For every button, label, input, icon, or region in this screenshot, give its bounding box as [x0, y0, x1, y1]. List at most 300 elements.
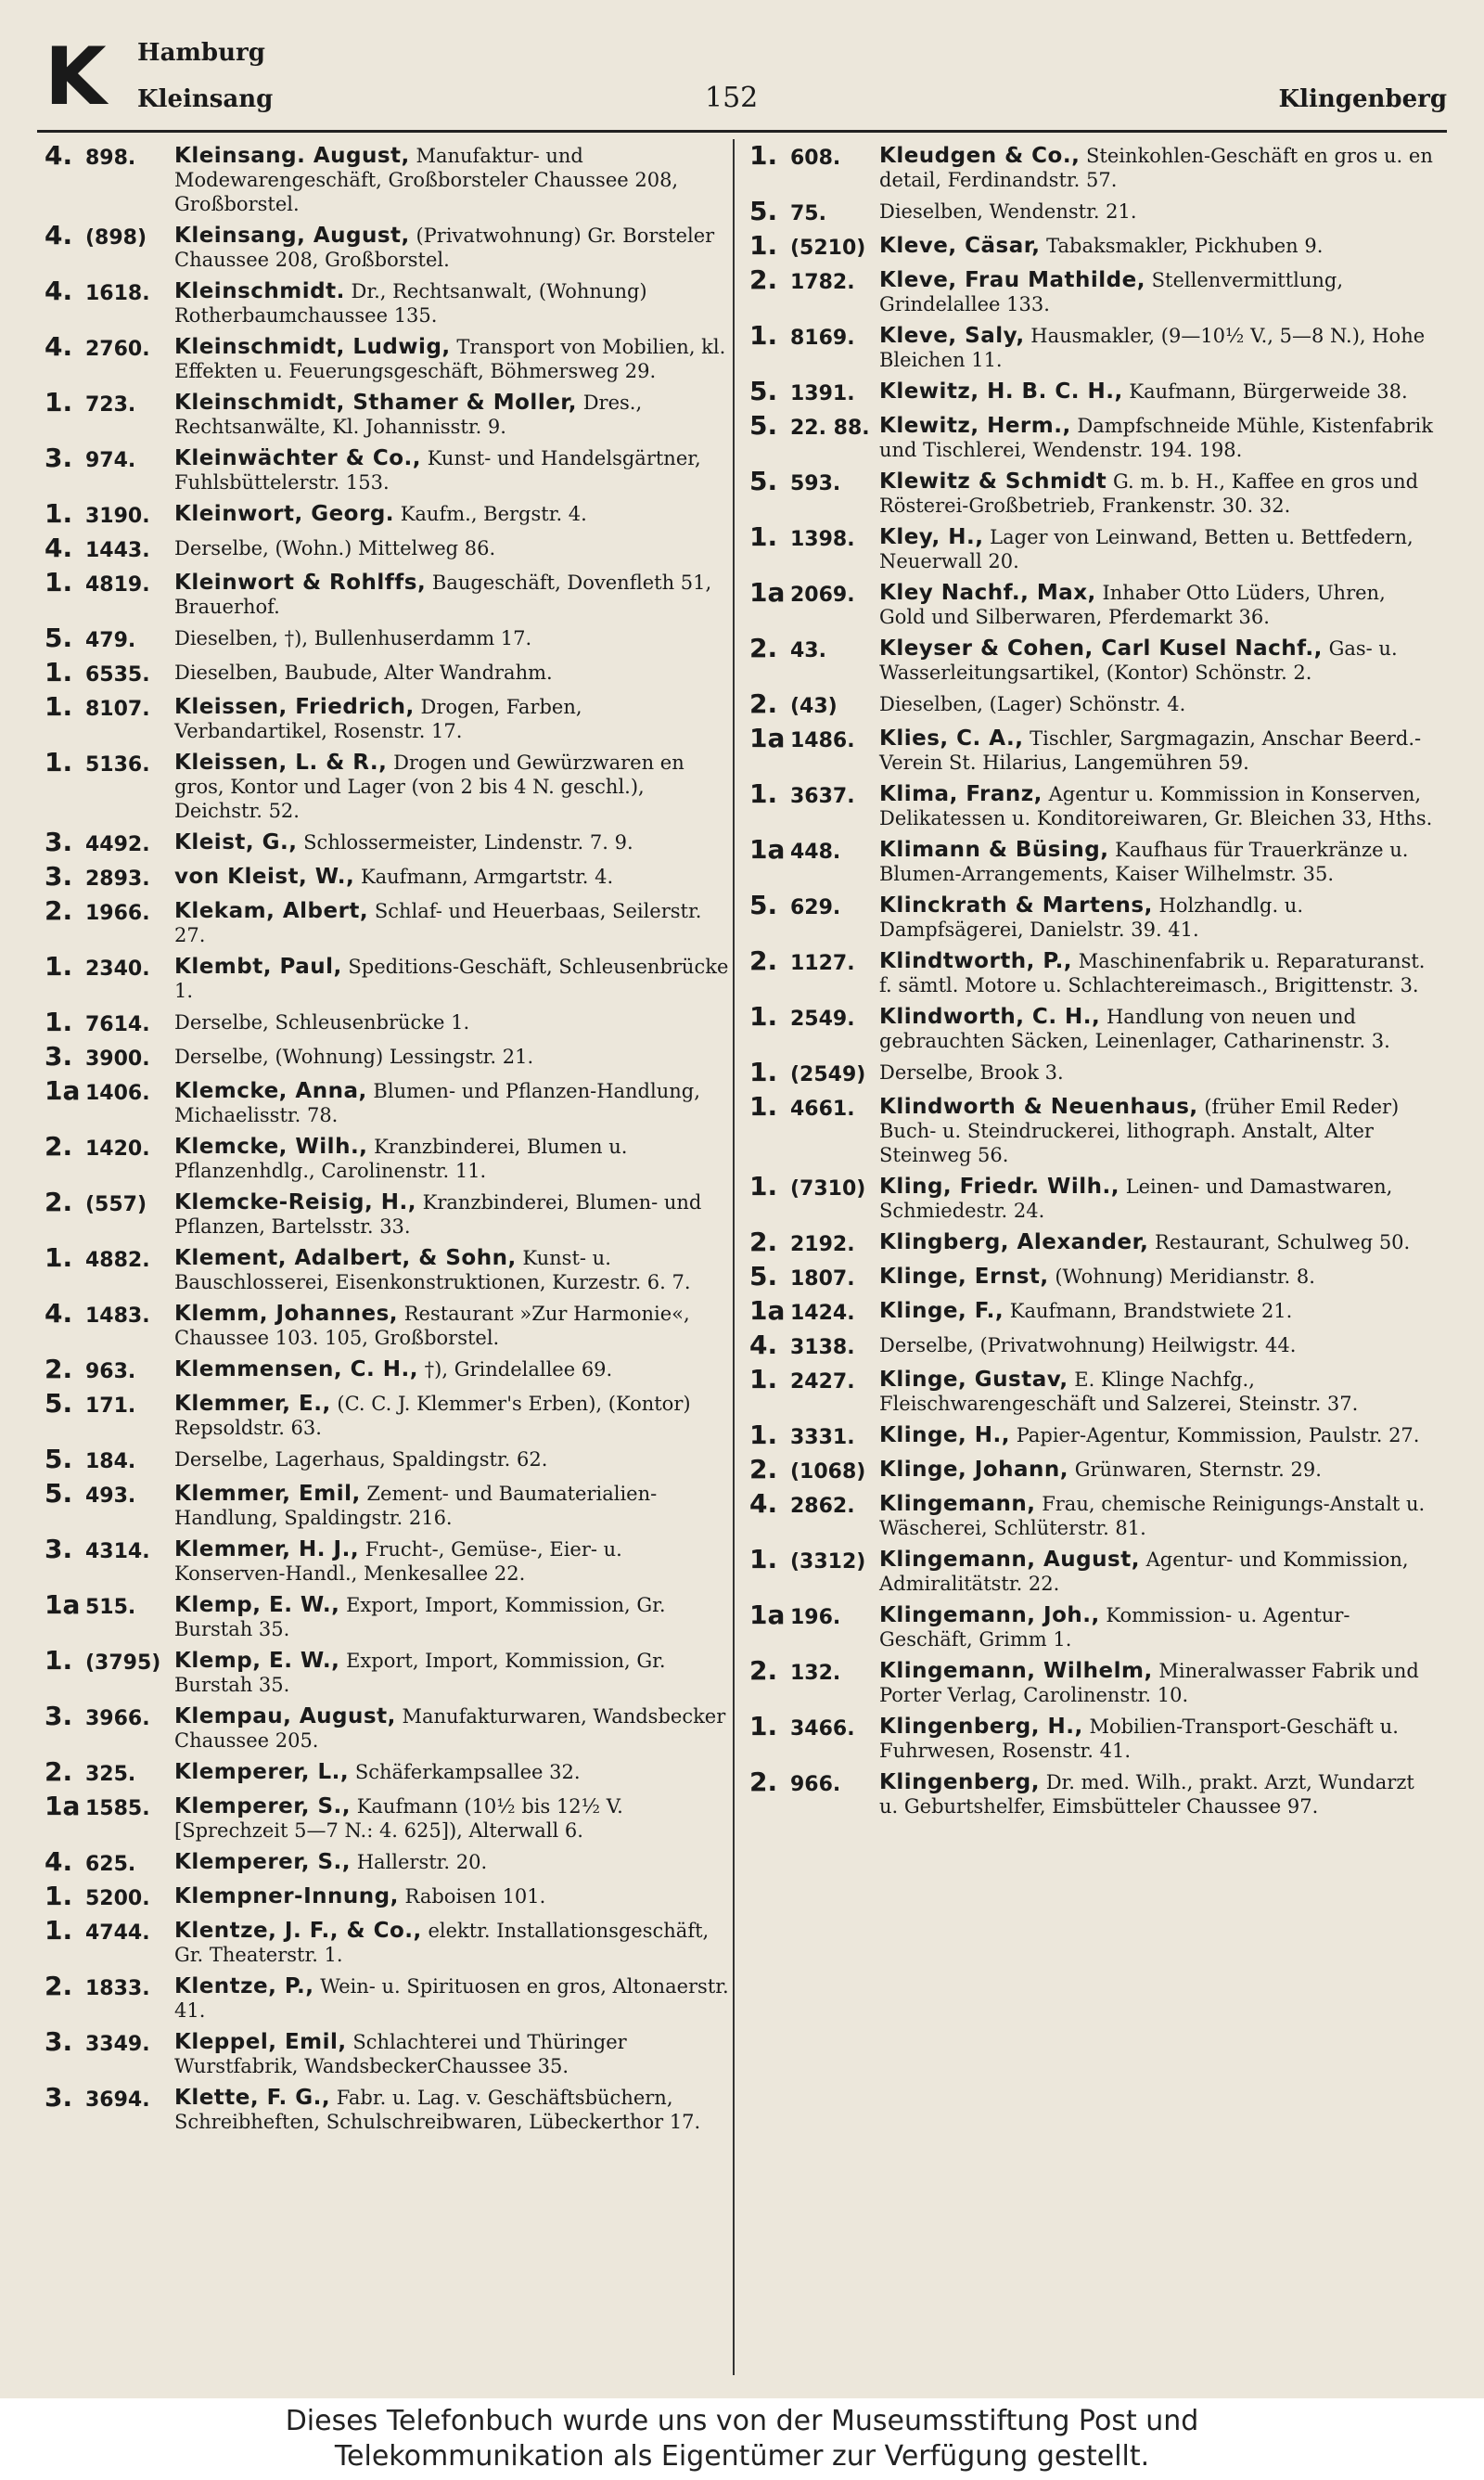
- entry-number: [45, 1388, 174, 1440]
- entry-details: Mineralwasser Fabrik und Porter Verlag, Carolinenstr. 10.: [879, 1660, 1419, 1706]
- entry-details: Schäferkampsallee 32.: [354, 1761, 581, 1783]
- entry-number: [45, 567, 174, 619]
- entry-name: Klingenberg,: [879, 1770, 1041, 1794]
- entry-text: [174, 1302, 731, 1350]
- exchange-code: 1.: [45, 387, 73, 418]
- entry-text: [174, 536, 731, 563]
- entry-text: [879, 144, 1436, 192]
- entry-details: Frau, chemische Reinigungs-Anstalt u. Wäscherei, Schlüterstr. 81.: [879, 1493, 1426, 1539]
- entry-text: [879, 414, 1436, 462]
- entry-details: (Privatwohnung) Gr. Borsteler Chaussee 208, Großborstel.: [174, 225, 715, 271]
- exchange-code: 3.: [45, 1041, 73, 1072]
- entry-number: [749, 410, 879, 462]
- entry-name: Kleve, Saly,: [879, 324, 1025, 348]
- exchange-code: 5.: [45, 623, 73, 653]
- entry-details: Stellenvermittlung, Grindelallee 133.: [879, 269, 1344, 315]
- entry-details: Baugeschäft, Dovenfleth 51, Brauerhof.: [174, 572, 712, 618]
- entry-name: Kling, Friedr. Wilh.,: [879, 1175, 1119, 1199]
- entry-details: Restaurant »Zur Harmonie«, Chaussee 103. 105, Großborstel.: [174, 1303, 690, 1349]
- entry-details: Drogen und Gewürzwaren en gros, Kontor und Lager (von 2 bis 4 N. geschl.), Deichstr. 52.: [174, 752, 684, 822]
- phone-number: 1406.: [85, 1082, 150, 1105]
- phone-number: 1424.: [790, 1302, 855, 1325]
- entry-name: Klinge, Gustav,: [879, 1368, 1068, 1392]
- entry-name: Klemmer, H. J.,: [174, 1537, 360, 1561]
- entry-number: [749, 196, 879, 226]
- directory-entry: [749, 521, 1436, 573]
- phone-number: 2427.: [790, 1370, 855, 1394]
- entry-name: Klingenberg, H.,: [879, 1715, 1083, 1739]
- entry-name: Klemperer, L.,: [174, 1760, 350, 1784]
- first-entry-name: Kleinsang: [137, 85, 274, 113]
- entry-name: Kleinsang. August,: [174, 144, 410, 168]
- directory-entry: [45, 1701, 731, 1753]
- entry-text: [879, 199, 1436, 226]
- phone-number: 723.: [85, 393, 136, 417]
- exchange-code: 1.: [45, 657, 73, 687]
- directory-entry: [749, 196, 1436, 226]
- directory-entry: [749, 1420, 1436, 1450]
- entry-details: Dieselben, Baubude, Alter Wandrahm.: [174, 662, 553, 684]
- phone-number: 3966.: [85, 1707, 150, 1730]
- directory-entry: [749, 1091, 1436, 1167]
- entry-details: Kaufhaus für Trauerkränze u. Blumen-Arrangements, Kaiser Wilhelmstr. 35.: [879, 839, 1409, 885]
- entry-text: [174, 571, 731, 619]
- entry-details: Fabr. u. Lag. v. Geschäftsbüchern, Schreibheften, Schulschreibwaren, Lübeckerthor 17.: [174, 2087, 701, 2133]
- phone-number: 325.: [85, 1763, 136, 1786]
- entry-details: †), Grindelallee 69.: [424, 1358, 613, 1381]
- entry-details: Papier-Agentur, Kommission, Paulstr. 27.: [1016, 1424, 1420, 1446]
- directory-entry: [749, 577, 1436, 629]
- exchange-code: 1a: [749, 1600, 786, 1630]
- directory-entry: [749, 1295, 1436, 1326]
- exchange-code: 2.: [45, 1187, 73, 1217]
- exchange-code: 1a: [749, 1295, 786, 1326]
- directory-entry: [45, 220, 731, 272]
- phone-number: 2340.: [85, 957, 150, 981]
- entry-details: Kunst- und Handelsgärtner, Fuhlsbüttelerstr. 153.: [174, 447, 701, 494]
- entry-details: Transport von Mobilien, kl. Effekten u. Feuerungsgeschäft, Böhmersweg 29.: [174, 336, 726, 382]
- entry-details: Handlung von neuen und gebrauchten Säcken, Leinenlager, Catharinenstr. 3.: [879, 1006, 1390, 1052]
- directory-entry: [45, 533, 731, 563]
- exchange-code: 1.: [749, 778, 778, 809]
- entry-number: [749, 688, 879, 719]
- entry-number: [749, 1364, 879, 1416]
- entry-number: [45, 443, 174, 495]
- entry-number: [45, 1971, 174, 2023]
- phone-number: 1833.: [85, 1977, 150, 2000]
- phone-number: 1618.: [85, 282, 150, 305]
- entry-details: Inhaber Otto Lüders, Uhren, Gold und Silberwaren, Pferdemarkt 36.: [879, 582, 1386, 628]
- phone-number: (557): [85, 1193, 147, 1216]
- entry-text: [174, 955, 731, 1003]
- phone-number: 1398.: [790, 528, 855, 551]
- entry-name: Klinge, H.,: [879, 1423, 1010, 1447]
- entry-details: Manufaktur- und Modewarengeschäft, Großborsteler Chaussee 208, Großborstel.: [174, 145, 679, 215]
- entry-number: [749, 1600, 879, 1651]
- phone-number: 5200.: [85, 1887, 150, 1910]
- entry-text: [879, 1423, 1436, 1450]
- entry-number: [749, 1295, 879, 1326]
- footer-notice: [0, 2398, 1484, 2480]
- entry-number: [45, 623, 174, 653]
- entry-number: [45, 827, 174, 857]
- entry-name: Kleissen, Friedrich,: [174, 695, 415, 719]
- exchange-code: 1.: [45, 1881, 73, 1911]
- exchange-code: 3.: [45, 861, 73, 892]
- entry-text: [879, 1095, 1436, 1167]
- entry-details: (C. C. J. Klemmer's Erben), (Kontor) Repsoldstr. 63.: [174, 1393, 691, 1439]
- exchange-code: 1.: [45, 691, 73, 722]
- entry-number: [749, 1001, 879, 1053]
- entry-name: Klempner-Innung,: [174, 1884, 399, 1908]
- phone-number: (1068): [790, 1460, 866, 1484]
- entry-name: Klima, Franz,: [879, 782, 1043, 806]
- entry-details: Dieselben, (Lager) Schönstr. 4.: [879, 693, 1186, 715]
- entry-number: [45, 1756, 174, 1787]
- entry-number: [45, 1242, 174, 1294]
- entry-text: [879, 1603, 1436, 1651]
- phone-number: 5136.: [85, 753, 150, 777]
- exchange-code: 5.: [45, 1478, 73, 1509]
- entry-text: [879, 1659, 1436, 1707]
- directory-entry: [749, 264, 1436, 316]
- entry-details: Dampfschneide Mühle, Kistenfabrik und Tischlerei, Wendenstr. 194. 198.: [879, 415, 1433, 461]
- entry-name: Kley Nachf., Max,: [879, 581, 1096, 605]
- entry-number: [749, 264, 879, 316]
- footer-line-2: Telekommunikation als Eigentümer zur Verfügung gestellt.: [334, 2440, 1150, 2473]
- exchange-code: 4.: [45, 331, 73, 362]
- directory-entry: [749, 1001, 1436, 1053]
- exchange-code: 5.: [749, 196, 778, 226]
- entry-text: [174, 2030, 731, 2078]
- entry-number: [749, 945, 879, 997]
- entry-text: [174, 1190, 731, 1239]
- directory-entry: [749, 1655, 1436, 1707]
- phone-number: 1443.: [85, 539, 150, 562]
- entry-name: Klingberg, Alexander,: [879, 1230, 1149, 1254]
- entry-name: Kleinschmidt.: [174, 279, 345, 303]
- exchange-code: 1.: [45, 1242, 73, 1273]
- entry-text: [174, 1246, 731, 1294]
- entry-details: Derselbe, (Wohnung) Lessingstr. 21.: [174, 1046, 534, 1068]
- entry-number: [749, 1091, 879, 1167]
- entry-number: [749, 778, 879, 830]
- directory-entry: [45, 657, 731, 687]
- entry-text: [174, 865, 731, 892]
- exchange-code: 4.: [749, 1330, 778, 1360]
- entry-text: [174, 626, 731, 653]
- entry-number: [45, 1881, 174, 1911]
- entry-text: [879, 1548, 1436, 1596]
- entry-details: Zement- und Baumaterialien-Handlung, Spaldingstr. 216.: [174, 1483, 658, 1529]
- entry-name: Klewitz, H. B. C. H.,: [879, 379, 1123, 404]
- entry-text: [174, 1045, 731, 1072]
- phone-number: (43): [790, 695, 838, 718]
- exchange-code: 3.: [45, 1534, 73, 1564]
- entry-number: [749, 1454, 879, 1484]
- entry-number: [749, 1767, 879, 1818]
- entry-number: [749, 577, 879, 629]
- exchange-code: 2.: [749, 1655, 778, 1686]
- entry-name: Kleyser & Cohen, Carl Kusel Nachf.,: [879, 636, 1323, 661]
- exchange-code: 2.: [45, 1971, 73, 2001]
- directory-entry: [45, 1589, 731, 1641]
- entry-details: Lager von Leinwand, Betten u. Bettfedern, Neuerwall 20.: [879, 526, 1414, 572]
- entry-text: [174, 1649, 731, 1697]
- entry-text: [879, 1492, 1436, 1540]
- entry-name: Kleppel, Emil,: [174, 2030, 347, 2054]
- entry-details: Tischler, Sargmagazin, Anschar Beerd.-Verein St. Hilarius, Langemühren 59.: [879, 727, 1422, 774]
- directory-entry: [45, 1388, 731, 1440]
- exchange-code: 4.: [45, 140, 73, 171]
- entry-text: [174, 1760, 731, 1787]
- entry-number: [749, 376, 879, 406]
- phone-number: (2549): [790, 1063, 866, 1086]
- phone-number: 1585.: [85, 1797, 150, 1820]
- phone-number: 974.: [85, 449, 136, 472]
- entry-name: Klimann & Büsing,: [879, 838, 1109, 862]
- directory-entry: [749, 1171, 1436, 1223]
- entry-number: [45, 1645, 174, 1697]
- exchange-code: 1a: [45, 1075, 81, 1106]
- entry-number: [45, 1534, 174, 1586]
- phone-number: 7614.: [85, 1013, 150, 1036]
- entry-name: Klies, C. A.,: [879, 726, 1024, 751]
- entry-text: [879, 1770, 1436, 1818]
- exchange-code: 1a: [45, 1791, 81, 1821]
- exchange-code: 2.: [749, 264, 778, 295]
- directory-entry: [749, 1364, 1436, 1416]
- entry-name: Kleinschmidt, Ludwig,: [174, 335, 451, 359]
- entry-text: [174, 224, 731, 272]
- directory-entry: [45, 1298, 731, 1350]
- phone-number: 4744.: [85, 1921, 150, 1945]
- entry-name: Kleinwort & Rohlffs,: [174, 571, 427, 595]
- entry-text: [879, 1230, 1436, 1257]
- entry-details: E. Klinge Nachfg., Fleischwarengeschäft und Salzerei, Steinstr. 37.: [879, 1368, 1359, 1415]
- section-letter: K: [45, 31, 107, 123]
- entry-number: [749, 723, 879, 775]
- entry-number: [749, 521, 879, 573]
- phone-number: 515.: [85, 1596, 136, 1619]
- phone-number: 3349.: [85, 2033, 150, 2056]
- entry-details: Derselbe, (Privatwohnung) Heilwigstr. 44.: [879, 1334, 1297, 1356]
- exchange-code: 1.: [749, 1057, 778, 1087]
- entry-text: [174, 1482, 731, 1530]
- entry-text: [174, 1010, 731, 1037]
- entry-number: [749, 320, 879, 372]
- entry-details: elektr. Installationsgeschäft, Gr. Theaterstr. 1.: [174, 1920, 710, 1966]
- entry-number: [749, 1711, 879, 1763]
- entry-details: Gas- u. Wasserleitungsartikel, (Kontor) Schönstr. 2.: [879, 637, 1398, 684]
- phone-number: 1127.: [790, 952, 855, 975]
- entry-details: Tabaksmakler, Pickhuben 9.: [1046, 235, 1324, 257]
- exchange-code: 2.: [45, 1354, 73, 1384]
- phone-number: 629.: [790, 896, 841, 919]
- exchange-code: 1.: [45, 567, 73, 598]
- city-name: Hamburg: [137, 39, 265, 67]
- exchange-code: 1.: [45, 1645, 73, 1676]
- directory-entry: [749, 320, 1436, 372]
- directory-entry: [45, 827, 731, 857]
- phone-number: 22. 88.: [790, 417, 870, 440]
- exchange-code: 4.: [45, 276, 73, 306]
- phone-number: 43.: [790, 639, 826, 662]
- exchange-code: 1.: [45, 1007, 73, 1037]
- entry-text: [174, 1794, 731, 1843]
- entry-details: Dres., Rechtsanwälte, Kl. Johannisstr. 9.: [174, 392, 643, 438]
- entry-number: [45, 2082, 174, 2134]
- phone-number: 184.: [85, 1450, 136, 1473]
- phone-number: 608.: [790, 147, 841, 170]
- entry-number: [45, 1846, 174, 1877]
- exchange-code: 1.: [45, 498, 73, 529]
- directory-entry: [45, 1131, 731, 1183]
- directory-entry: [45, 443, 731, 495]
- exchange-code: 3.: [45, 827, 73, 857]
- entry-number: [45, 1589, 174, 1641]
- phone-number: 3138.: [790, 1336, 855, 1359]
- directory-entry: [45, 140, 731, 216]
- directory-entry: [749, 376, 1436, 406]
- directory-entry: [45, 1791, 731, 1843]
- phone-number: 2760.: [85, 338, 150, 361]
- directory-entry: [45, 276, 731, 328]
- phone-number: 2192.: [790, 1233, 855, 1256]
- directory-entry: [749, 1711, 1436, 1763]
- entry-number: [749, 890, 879, 942]
- directory-entry: [45, 498, 731, 529]
- entry-name: Klindworth, C. H.,: [879, 1005, 1101, 1029]
- entry-details: (Wohnung) Meridianstr. 8.: [1055, 1266, 1315, 1288]
- entry-name: Klemmensen, C. H.,: [174, 1357, 418, 1381]
- entry-text: [879, 1368, 1436, 1416]
- phone-number: 1486.: [790, 729, 855, 752]
- directory-entry: [45, 2026, 731, 2078]
- directory-entry: [45, 1534, 731, 1586]
- directory-entry: [45, 387, 731, 439]
- directory-entry: [749, 410, 1436, 462]
- column-divider: [733, 139, 735, 2375]
- phone-number: 2549.: [790, 1008, 855, 1031]
- exchange-code: 2.: [749, 945, 778, 976]
- exchange-code: 1.: [749, 140, 778, 171]
- directory-entry: [749, 1544, 1436, 1596]
- entry-number: [45, 220, 174, 272]
- directory-entry: [749, 834, 1436, 886]
- entry-text: [174, 1447, 731, 1474]
- entry-number: [749, 140, 879, 192]
- entry-details: Derselbe, Schleusenbrücke 1.: [174, 1011, 470, 1034]
- phone-number: 171.: [85, 1394, 136, 1418]
- exchange-code: 1.: [749, 1091, 778, 1122]
- directory-entry: [45, 1041, 731, 1072]
- entry-text: [174, 1974, 731, 2023]
- entry-name: Klempau, August,: [174, 1704, 396, 1728]
- directory-entry: [45, 1075, 731, 1127]
- entry-name: von Kleist, W.,: [174, 865, 355, 889]
- entry-number: [45, 533, 174, 563]
- entry-details: Wein- u. Spirituosen en gros, Altonaerstr. 41.: [174, 1975, 729, 2022]
- directory-entry: [45, 861, 731, 892]
- entry-text: [879, 782, 1436, 830]
- entry-details: Drogen, Farben, Verbandartikel, Rosenstr. 17.: [174, 696, 582, 742]
- entry-name: Klemm, Johannes,: [174, 1302, 399, 1326]
- exchange-code: 1.: [45, 1915, 73, 1946]
- entry-name: Klemcke, Wilh.,: [174, 1135, 368, 1159]
- entry-name: Klinge, Ernst,: [879, 1265, 1049, 1289]
- directory-entry: [749, 890, 1436, 942]
- directory-entry: [749, 1330, 1436, 1360]
- entry-number: [45, 1354, 174, 1384]
- directory-entry: [45, 331, 731, 383]
- entry-text: [174, 279, 731, 328]
- entry-number: [45, 1478, 174, 1530]
- entry-text: [879, 1005, 1436, 1053]
- entry-text: [174, 391, 731, 439]
- entry-number: [45, 331, 174, 383]
- exchange-code: 2.: [749, 1767, 778, 1797]
- directory-entry: [45, 623, 731, 653]
- entry-text: [879, 726, 1436, 775]
- last-entry-name: Klingenberg: [1278, 85, 1447, 113]
- exchange-code: 2.: [749, 1227, 778, 1257]
- header-rule: [37, 130, 1447, 133]
- entry-details: Restaurant, Schulweg 50.: [1155, 1231, 1411, 1253]
- phone-number: 3900.: [85, 1047, 150, 1071]
- phone-number: 3694.: [85, 2088, 150, 2112]
- entry-number: [45, 1187, 174, 1239]
- directory-entry: [45, 1354, 731, 1384]
- entry-name: Klinge, F.,: [879, 1299, 1004, 1323]
- entry-name: Klette, F. G.,: [174, 2086, 331, 2110]
- entry-number: [45, 1007, 174, 1037]
- entry-details: Export, Import, Kommission, Gr. Burstah 35.: [174, 1594, 666, 1640]
- entry-text: [174, 695, 731, 743]
- entry-number: [45, 691, 174, 743]
- entry-text: [879, 1175, 1436, 1223]
- entry-details: Kranzbinderei, Blumen u. Pflanzenhdlg., Carolinenstr. 11.: [174, 1136, 628, 1182]
- exchange-code: 1.: [45, 747, 73, 777]
- phone-number: 3637.: [790, 785, 855, 808]
- exchange-code: 5.: [45, 1444, 73, 1474]
- entry-number: [749, 230, 879, 261]
- entry-text: [174, 1704, 731, 1753]
- entry-number: [749, 633, 879, 685]
- entry-number: [749, 1488, 879, 1540]
- phone-number: 2893.: [85, 867, 150, 891]
- exchange-code: 1a: [749, 834, 786, 865]
- directory-entry: [749, 688, 1436, 719]
- entry-text: [879, 636, 1436, 685]
- exchange-code: 4.: [45, 220, 73, 251]
- entry-name: Klentze, J. F., & Co.,: [174, 1919, 422, 1943]
- page-header: [37, 28, 1447, 121]
- entry-details: Derselbe, Lagerhaus, Spaldingstr. 62.: [174, 1448, 548, 1471]
- entry-number: [45, 1131, 174, 1183]
- phone-number: 2069.: [790, 584, 855, 607]
- exchange-code: 1.: [749, 521, 778, 552]
- directory-entry: [45, 1242, 731, 1294]
- entry-name: Kleinwort, Georg.: [174, 502, 395, 526]
- entry-number: [749, 1544, 879, 1596]
- entry-name: Kleinschmidt, Sthamer & Moller,: [174, 391, 578, 415]
- entry-details: Derselbe, Brook 3.: [879, 1061, 1064, 1084]
- entry-text: [879, 1299, 1436, 1326]
- entry-details: Kaufmann, Brandstwiete 21.: [1009, 1300, 1293, 1322]
- entry-details: Manufakturwaren, Wandsbecker Chaussee 205.: [174, 1705, 726, 1752]
- entry-text: [174, 1135, 731, 1183]
